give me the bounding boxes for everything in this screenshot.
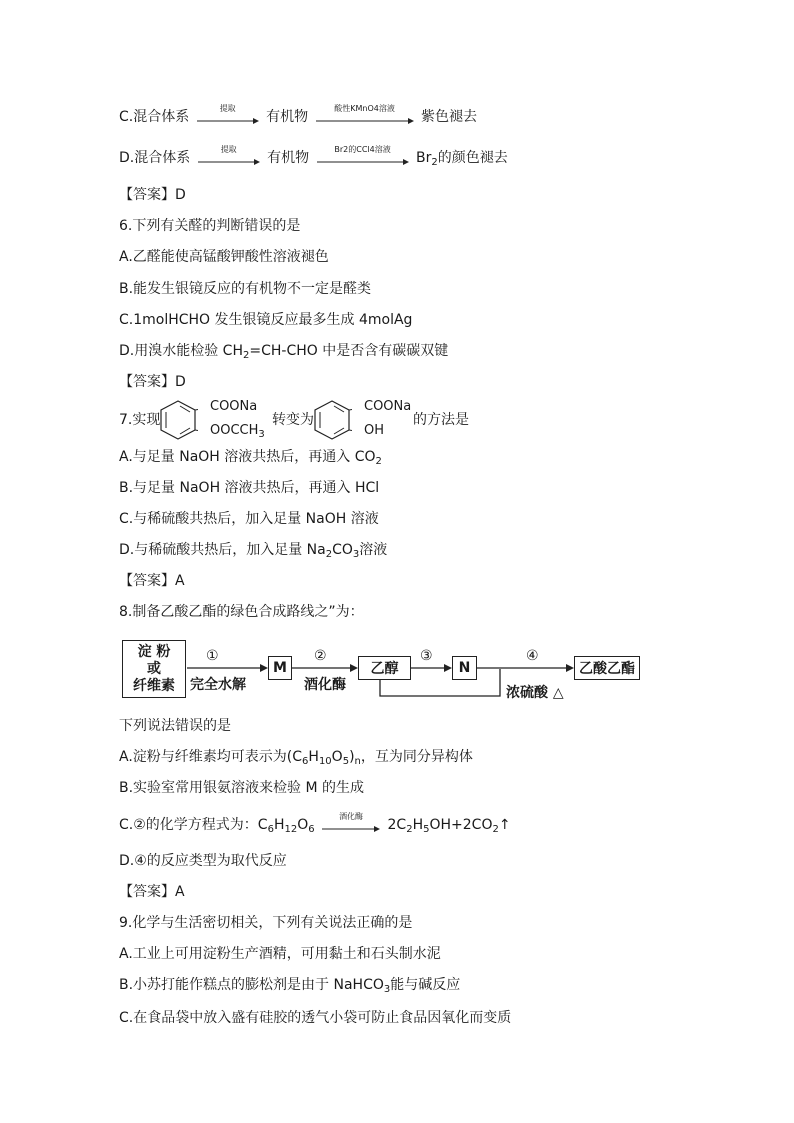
subscript: n <box>354 756 361 767</box>
step-label: 酒化酶 <box>304 677 346 693</box>
box-text: 乙酸乙酯 <box>579 661 635 677</box>
option-text: OH+2CO <box>429 817 493 833</box>
q8-stem: 8.制备乙酸乙酯的绿色合成路线之”为： <box>119 604 364 620</box>
subscript: 3 <box>352 549 360 560</box>
subscript: 10 <box>318 756 332 767</box>
q7-stem-prefix: 7.实现 <box>119 412 161 428</box>
reaction-arrow <box>197 104 259 124</box>
molecule-label: OOCCH <box>210 423 259 438</box>
subscript: 2 <box>406 824 413 835</box>
q7-option-b: B.与足量 NaOH 溶液共热后，再通入 HCl <box>119 480 380 496</box>
option-text: ↑ <box>498 817 511 833</box>
q8-option-b: B.实验室常用银氨溶液来检验 M 的生成 <box>119 780 365 796</box>
reaction-arrow <box>322 812 380 832</box>
subscript: 2 <box>431 157 438 168</box>
option-text: 能与碱反应 <box>390 977 461 993</box>
subscript: 12 <box>284 824 298 835</box>
q7-option-c: C.与稀硫酸共热后，加入足量 NaOH 溶液 <box>119 511 379 527</box>
subscript: 2 <box>492 824 499 835</box>
molecule-label: COONa <box>210 399 258 414</box>
subscript: 3 <box>383 984 391 995</box>
q5-answer: 【答案】D <box>119 187 186 203</box>
molecule-label: OH <box>364 423 385 438</box>
option-text: C.混合体系 <box>119 109 190 125</box>
box-text: 淀 粉 <box>137 643 171 660</box>
benzene-ring-icon <box>312 398 352 442</box>
starch-cellulose-box <box>122 640 186 698</box>
q8-sub-stem: 下列说法错误的是 <box>119 718 231 734</box>
box-text: M <box>273 660 287 676</box>
option-text: Br <box>416 150 432 166</box>
q9-option-a: A.工业上可用淀粉生产酒精，可用黏土和石头制水泥 <box>119 946 441 962</box>
box-text: 纤维素 <box>133 677 175 694</box>
benzene-ring-icon <box>158 398 198 442</box>
arrow-label: 提取 <box>219 104 236 113</box>
option-text: 溶液 <box>359 542 388 558</box>
reaction-arrow <box>316 104 414 124</box>
q8-answer: 【答案】A <box>119 884 185 900</box>
step-label: 完全水解 <box>190 677 246 693</box>
option-text: 2C <box>387 817 407 833</box>
option-text: H <box>308 749 319 765</box>
subscript: 5 <box>423 824 430 835</box>
q6-stem: 6.下列有关醛的判断错误的是 <box>119 218 301 234</box>
q6-option-c: C.1molHCHO 发生银镜反应最多生成 4molAg <box>119 312 413 328</box>
q8-option-c <box>119 812 511 840</box>
q6-option-b: B.能发生银镜反应的有机物不一定是醛类 <box>119 281 372 297</box>
q7-stem-suffix: 的方法是 <box>413 412 469 428</box>
arrow-label: 提取 <box>220 145 237 154</box>
q9-stem: 9.化学与生活密切相关，下列有关说法正确的是 <box>119 915 413 931</box>
q7-option-a <box>119 447 382 472</box>
subscript: 2 <box>325 549 333 560</box>
step-number: ① <box>206 648 219 664</box>
q8-option-a <box>119 747 473 772</box>
q8-option-d: D.④的反应类型为取代反应 <box>119 853 287 869</box>
synthesis-route-diagram <box>122 636 642 706</box>
step-label: 浓硫酸 △ <box>506 685 564 701</box>
subscript: 3 <box>258 429 265 440</box>
molecule-1 <box>158 398 273 442</box>
step-number: ② <box>314 648 327 664</box>
subscript: 5 <box>342 756 350 767</box>
q5-option-c <box>119 104 478 127</box>
box-text: 或 <box>147 660 161 677</box>
q9-option-b <box>119 975 460 1000</box>
option-text: H <box>273 817 285 833</box>
molecule-2 <box>312 398 417 442</box>
option-text: D.混合体系 <box>119 150 191 166</box>
subscript: 6 <box>267 824 274 835</box>
m-box <box>268 656 292 680</box>
step-number: ④ <box>526 648 539 664</box>
box-text: N <box>458 660 471 676</box>
q6-option-a: A.乙醛能使高锰酸钾酸性溶液褪色 <box>119 249 329 265</box>
option-text: A.淀粉与纤维素均可表示为(C <box>119 749 303 765</box>
option-text: 有机物 <box>266 109 309 125</box>
q9-option-c: C.在食品袋中放入盛有硅胶的透气小袋可防止食品因氧化而变质 <box>119 1010 512 1026</box>
option-text: B.小苏打能作糕点的膨松剂是由于 NaHCO <box>119 977 384 993</box>
q7-answer: 【答案】A <box>119 573 185 589</box>
q7-option-d <box>119 540 387 565</box>
subscript: 2 <box>242 350 250 361</box>
option-text: H <box>412 817 424 833</box>
subscript: 2 <box>375 456 382 467</box>
option-text: CO <box>332 542 353 558</box>
molecule-label: COONa <box>364 399 412 414</box>
option-text: =CH-CHO 中是否含有碳碳双键 <box>249 343 449 359</box>
n-box <box>452 656 477 680</box>
step-number: ③ <box>420 648 433 664</box>
ethanol-box <box>358 656 411 680</box>
box-text: 乙醇 <box>370 661 399 677</box>
option-text: 有机物 <box>267 150 310 166</box>
reaction-arrow <box>317 145 409 165</box>
q7-stem-middle: 转变为 <box>272 412 314 428</box>
q6-option-d <box>119 341 448 366</box>
option-text: 的颜色褪去 <box>437 150 508 166</box>
q6-answer: 【答案】D <box>119 374 186 390</box>
option-text: ) <box>349 749 355 765</box>
option-text: C.②的化学方程式为：C <box>119 817 268 833</box>
option-text: ，互为同分异构体 <box>360 749 473 765</box>
reaction-arrow <box>198 145 260 165</box>
option-text: D.用溴水能检验 CH <box>119 343 243 359</box>
option-text: O <box>297 817 309 833</box>
option-text: A.与足量 NaOH 溶液共热后，再通入 CO <box>119 449 376 465</box>
subscript: 6 <box>308 824 315 835</box>
q5-option-d <box>119 145 508 173</box>
ethyl-acetate-box <box>574 656 640 680</box>
option-text: O <box>331 749 343 765</box>
option-text: D.与稀硫酸共热后，加入足量 Na <box>119 542 326 558</box>
subscript: 6 <box>302 756 309 767</box>
arrow-label: 酒化酶 <box>339 812 364 821</box>
arrow-label: 酸性KMnO4溶液 <box>334 104 395 113</box>
arrow-label: Br2的CCl4溶液 <box>334 145 391 154</box>
option-text: 紫色褪去 <box>421 109 478 125</box>
